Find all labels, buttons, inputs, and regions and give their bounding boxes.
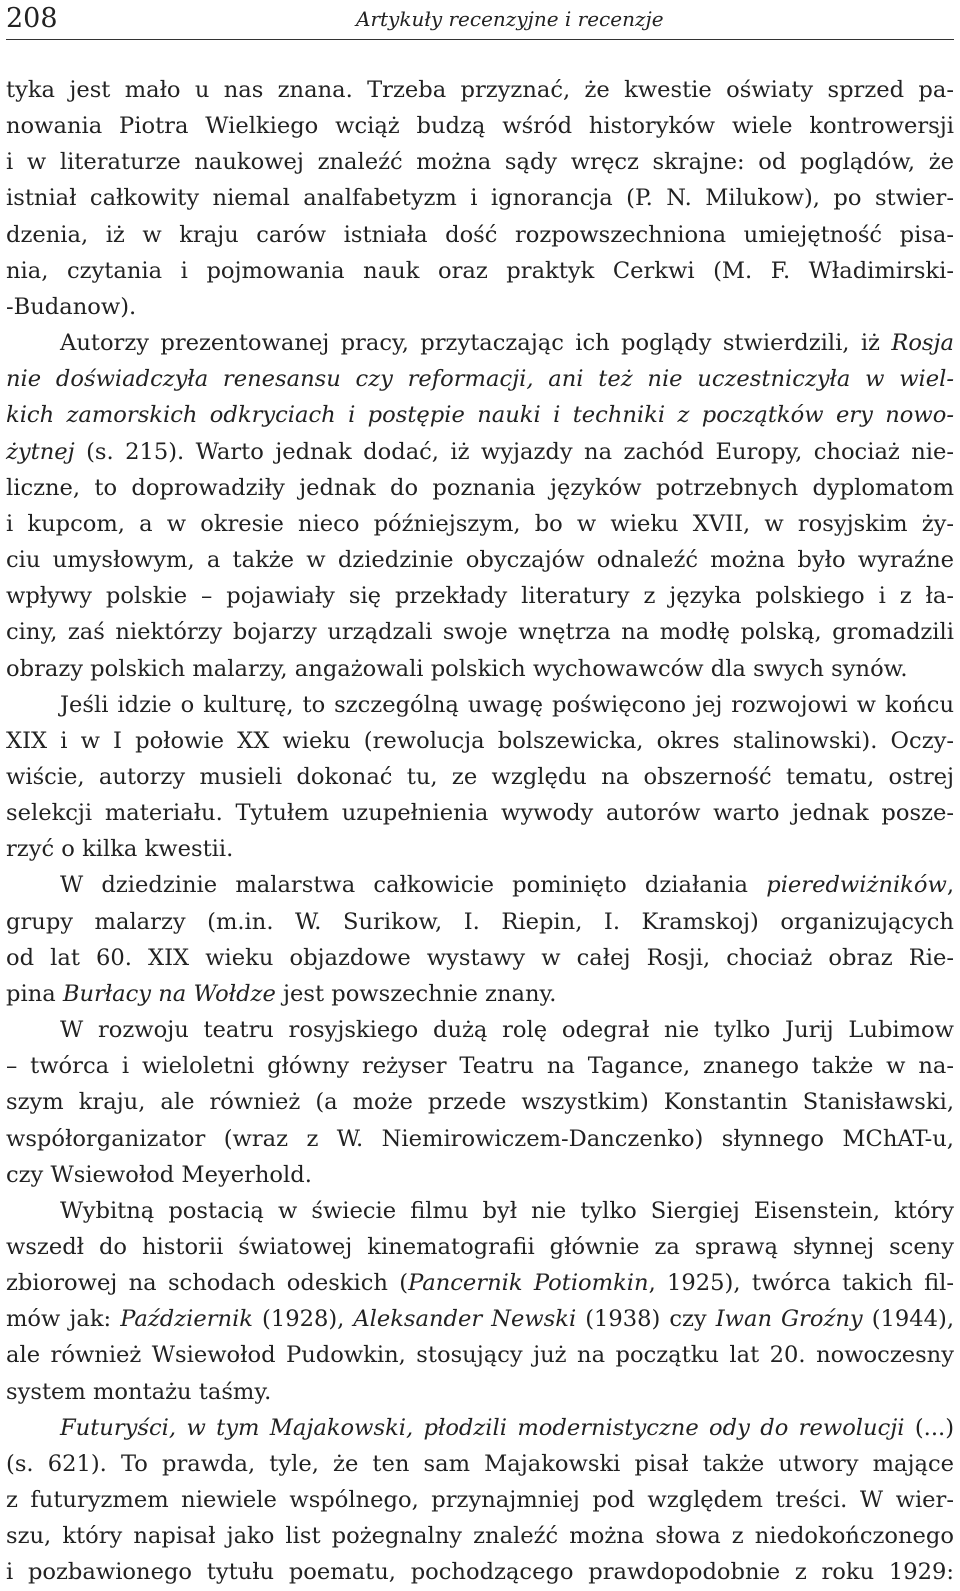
text-line bbox=[6, 253, 954, 289]
italic-text: Iwan Groźny bbox=[715, 1306, 863, 1333]
text-run: ciu umysłowym, a także w dziedzinie obyczajów odnaleźć można było wyraźne bbox=[6, 547, 954, 574]
text-run: wpływy polskie – pojawiały się przekłady literatury z języka polskiego i z ła- bbox=[6, 583, 954, 610]
text-line bbox=[6, 325, 954, 361]
text-run: tyka jest mało u nas znana. Trzeba przyznać, że kwestie oświaty sprzed pa- bbox=[6, 77, 954, 103]
text-run: od lat 60. XIX wieku objazdowe wystawy w całej Rosji, chociaż obraz Rie- bbox=[6, 944, 954, 971]
text-run: (...) bbox=[904, 1414, 955, 1441]
text-run: selekcji materiału. Tytułem uzupełnienia wywody autorów warto jednak posze- bbox=[6, 800, 954, 827]
text-line bbox=[6, 1446, 954, 1482]
text-line bbox=[6, 831, 954, 867]
italic-text: kich zamorskich odkryciach i postępie nauki i techniki z początków ery nowo- bbox=[6, 402, 954, 429]
text-line bbox=[6, 759, 954, 795]
text-run: obrazy polskich malarzy, angażowali polskich wychowawców dla swych synów. bbox=[6, 655, 908, 682]
text-run: (1944), bbox=[862, 1306, 955, 1333]
running-head: Artykuły recenzyjne i recenzje bbox=[356, 7, 664, 31]
text-line bbox=[6, 687, 954, 723]
text-run: W dziedzinie malarstwa całkowicie pominięto działania bbox=[60, 872, 767, 899]
text-run: – twórca i wieloletni główny reżyser Teatru na Tagance, znanego także w na- bbox=[6, 1053, 954, 1080]
text-run: i kupcom, a w okresie nieco późniejszym, bo w wieku XVII, w rosyjskim ży- bbox=[6, 510, 954, 537]
text-run: ciny, zaś niektórzy bojarzy urządzali swoje wnętrza na modłę polską, gromadzili bbox=[6, 619, 954, 646]
text-run: szym kraju, ale również (a może przede wszystkim) Konstantin Stanisławski, bbox=[6, 1089, 954, 1116]
text-line bbox=[6, 1193, 954, 1229]
text-run: , 1925), twórca takich fil- bbox=[648, 1270, 955, 1297]
text-line bbox=[6, 1265, 954, 1301]
text-line bbox=[6, 651, 954, 687]
text-run: wszedł do historii światowej kinematografii głównie za sprawą słynnej sceny bbox=[6, 1234, 954, 1260]
text-run: zbiorowej na schodach odeskich ( bbox=[6, 1270, 409, 1297]
text-line bbox=[6, 1157, 954, 1193]
text-run: Autorzy prezentowanej pracy, przytaczając ich poglądy stwierdzili, iż bbox=[60, 330, 892, 357]
italic-text: nie doświadczyła renesansu czy reformacji, ani też nie uczestniczyła w wiel- bbox=[6, 366, 954, 393]
text-line bbox=[6, 434, 954, 470]
text-line bbox=[6, 506, 954, 542]
text-run: jest powszechnie znany. bbox=[275, 980, 557, 1007]
text-line bbox=[6, 578, 954, 614]
text-line bbox=[6, 1012, 954, 1048]
text-run: (1938) czy bbox=[576, 1306, 716, 1333]
text-line bbox=[6, 1229, 954, 1265]
text-run: i pozbawionego tytułu poematu, pochodzącego prawdopodobnie z roku 1929: bbox=[6, 1559, 954, 1586]
text-run: szu, który napisał jako list pożegnalny znaleźć można słowa z niedokończonego bbox=[6, 1523, 954, 1550]
italic-text: Październik bbox=[120, 1306, 253, 1333]
text-run: istniał całkowity niemal analfabetyzm i ignorancja (P. N. Milukow), po stwier- bbox=[6, 185, 954, 212]
text-run: czy Wsiewołod Meyerhold. bbox=[6, 1161, 312, 1188]
header-divider bbox=[6, 39, 954, 40]
text-run: (1928), bbox=[252, 1306, 354, 1333]
text-run: system montażu taśmy. bbox=[6, 1378, 272, 1405]
text-line bbox=[6, 1518, 954, 1554]
text-line bbox=[6, 1374, 954, 1410]
page-number: 208 bbox=[6, 3, 58, 34]
text-line bbox=[6, 1410, 954, 1446]
text-line bbox=[6, 1048, 954, 1084]
text-run: dzenia, iż w kraju carów istniała dość rozpowszechniona umiejętność pisa- bbox=[6, 221, 954, 248]
text-run: z futuryzmem niewiele wspólnego, przynajmniej pod względem treści. W wier- bbox=[6, 1487, 954, 1514]
page-header bbox=[6, 2, 954, 38]
text-run: rzyć o kilka kwestii. bbox=[6, 836, 234, 863]
text-line bbox=[6, 976, 954, 1012]
text-line bbox=[6, 361, 954, 397]
text-line bbox=[6, 289, 954, 325]
text-run: nia, czytania i pojmowania nauk oraz praktyk Cerkwi (M. F. Władimirski- bbox=[6, 257, 954, 284]
text-line bbox=[6, 940, 954, 976]
text-line bbox=[6, 470, 954, 506]
text-line bbox=[6, 867, 954, 903]
text-run: XIX i w I połowie XX wieku (rewolucja bolszewicka, okres stalinowski). Oczy- bbox=[6, 727, 954, 754]
text-line bbox=[6, 217, 954, 253]
text-line bbox=[6, 1121, 954, 1157]
text-run: Wybitną postacią w świecie filmu był nie tylko Siergiej Eisenstein, który bbox=[60, 1197, 954, 1224]
text-line bbox=[6, 723, 954, 759]
italic-text: Futuryści, w tym Majakowski, płodzili modernistyczne ody do rewolucji bbox=[60, 1414, 905, 1441]
text-line bbox=[6, 108, 954, 144]
text-run: Jeśli idzie o kulturę, to szczególną uwagę poświęcono jej rozwojowi w końcu bbox=[60, 691, 954, 718]
italic-text: Burłacy na Wołdze bbox=[62, 980, 276, 1007]
text-line bbox=[6, 904, 954, 940]
italic-text: pieredwiżników bbox=[766, 872, 947, 899]
text-line bbox=[6, 72, 954, 108]
text-line bbox=[6, 795, 954, 831]
text-line bbox=[6, 1554, 954, 1590]
body-text bbox=[6, 72, 954, 1591]
text-run: liczne, to doprowadziły jednak do poznania języków potrzebnych dyplomatom bbox=[6, 474, 954, 501]
italic-text: Aleksander Newski bbox=[353, 1306, 577, 1333]
text-run: W rozwoju teatru rosyjskiego dużą rolę odegrał nie tylko Jurij Lubimow bbox=[60, 1017, 954, 1044]
text-line bbox=[6, 1301, 954, 1337]
text-run: pina bbox=[6, 980, 63, 1007]
text-line bbox=[6, 144, 954, 180]
italic-text: Pancernik Potiomkin bbox=[408, 1270, 649, 1297]
italic-text: żytnej bbox=[6, 438, 75, 465]
text-line bbox=[6, 542, 954, 578]
text-run: (s. 215). Warto jednak dodać, iż wyjazdy na zachód Europy, chociaż nie- bbox=[74, 438, 954, 465]
text-run: (s. 621). To prawda, tyle, że ten sam Majakowski pisał także utwory mające bbox=[6, 1450, 954, 1477]
text-run: wiście, autorzy musieli dokonać tu, ze względu na obszerność tematu, ostrej bbox=[6, 763, 954, 790]
text-line bbox=[6, 1337, 954, 1373]
text-run: ale również Wsiewołod Pudowkin, stosujący już na początku lat 20. nowoczesny bbox=[6, 1342, 954, 1369]
text-run: grupy malarzy (m.in. W. Surikow, I. Riepin, I. Kramskoj) organizujących bbox=[6, 908, 954, 935]
text-line bbox=[6, 1482, 954, 1518]
text-run: współorganizator (wraz z W. Niemirowiczem-Danczenko) słynnego MChAT-u, bbox=[6, 1125, 954, 1152]
text-run: i w literaturze naukowej znaleźć można sądy wręcz skrajne: od poglądów, że bbox=[6, 149, 954, 176]
text-line bbox=[6, 180, 954, 216]
text-line bbox=[6, 614, 954, 650]
text-line bbox=[6, 1084, 954, 1120]
text-run: , bbox=[946, 872, 954, 899]
text-run: -Budanow). bbox=[6, 293, 137, 320]
text-line bbox=[6, 397, 954, 433]
italic-text: Rosja bbox=[891, 330, 954, 357]
text-run: mów jak: bbox=[6, 1306, 121, 1333]
text-run: nowania Piotra Wielkiego wciąż budzą wśród historyków wiele kontrowersji bbox=[6, 113, 954, 140]
